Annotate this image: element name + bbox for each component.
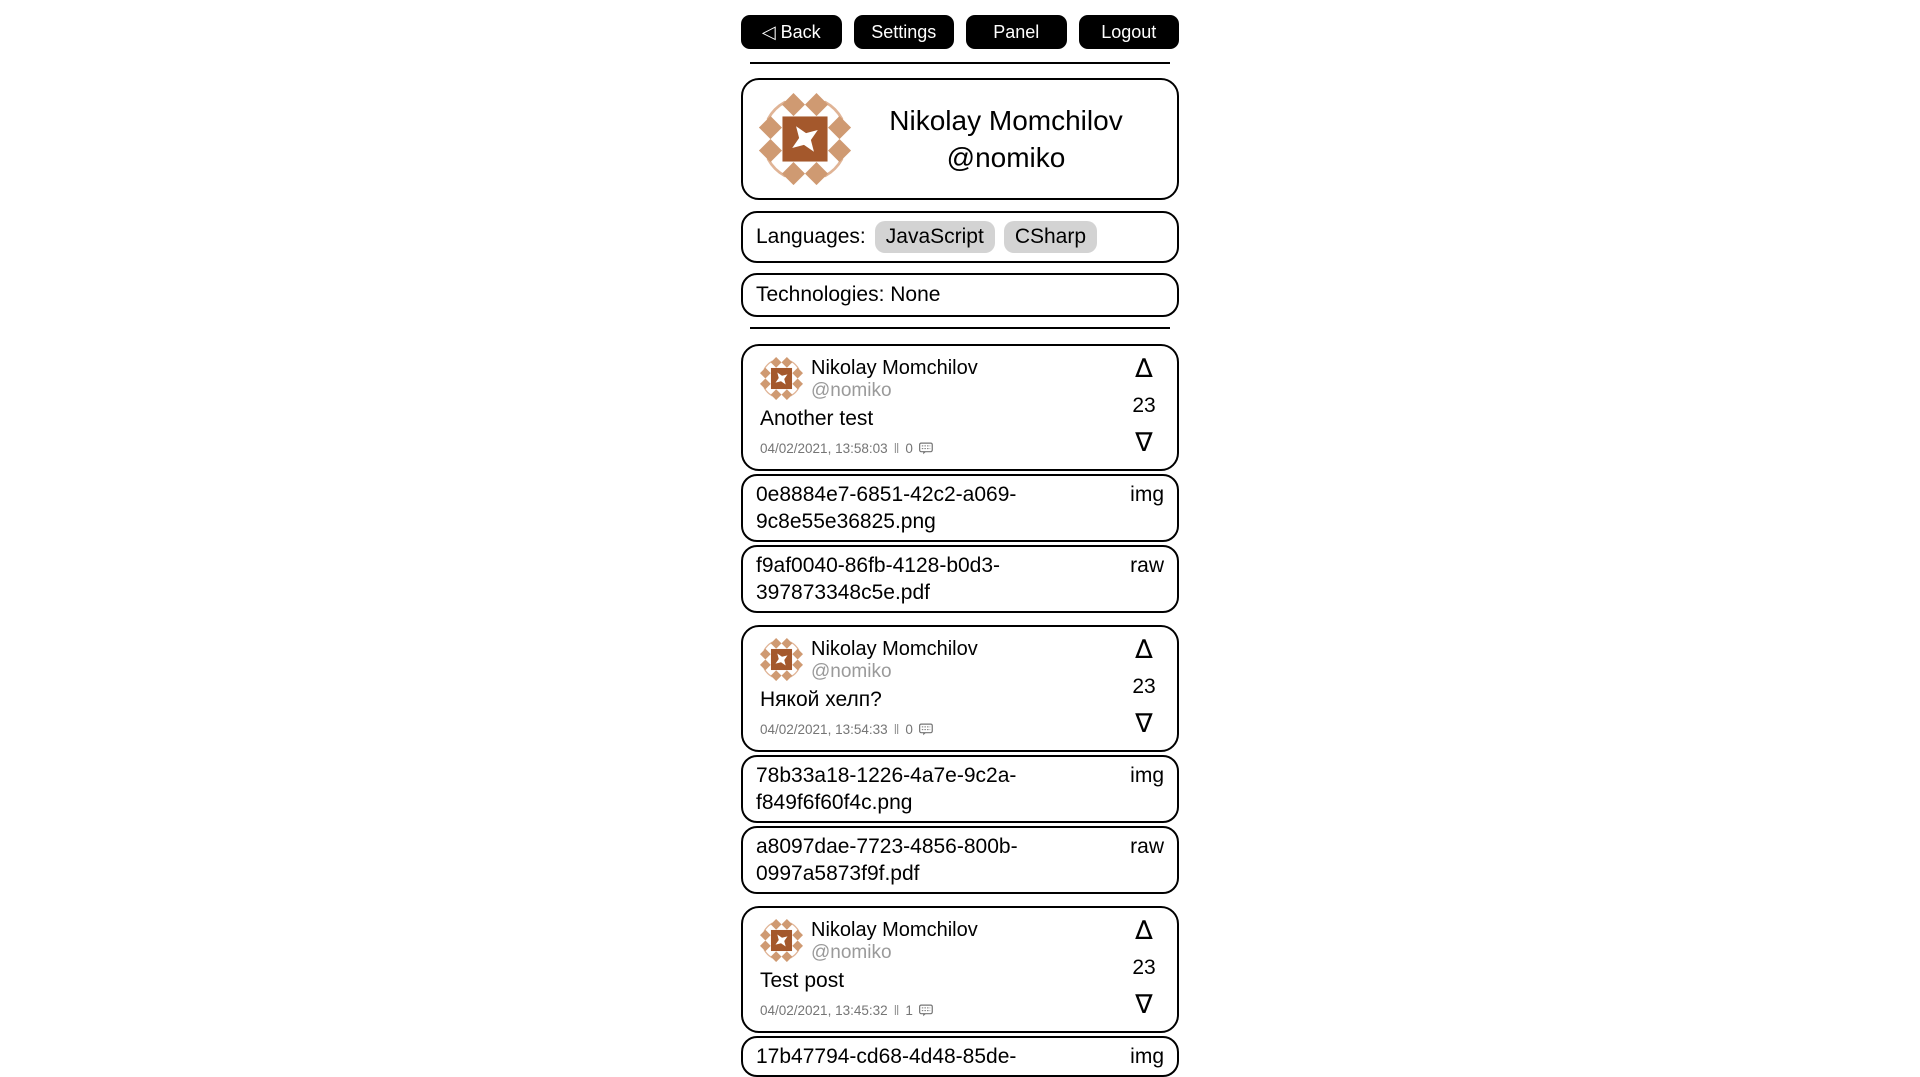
attachment-row[interactable] [741, 826, 1179, 894]
post-avatar-identicon [760, 919, 803, 962]
upvote-button[interactable]: ∆ [1135, 916, 1153, 946]
attachment-filename: 0e8884e7-6851-42c2-a069-9c8e55e36825.png [756, 483, 1017, 533]
page-content [741, 0, 1179, 1077]
language-badge-csharp: CSharp [1004, 221, 1097, 253]
comment-bubble-icon [919, 442, 933, 455]
toolbar [741, 15, 1179, 49]
panel-button[interactable]: Panel [966, 15, 1067, 49]
attachment-row[interactable] [741, 755, 1179, 823]
attachment-filename: 78b33a18-1226-4a7e-9c2a-f849f6f60f4c.png [756, 764, 1017, 814]
back-button[interactable]: ◁ Back [741, 15, 842, 49]
post-header [760, 635, 1160, 682]
post-group [741, 906, 1179, 1077]
attachment-filename: a8097dae-7723-4856-800b-0997a5873f9f.pdf [756, 835, 1018, 885]
post-meta [760, 1002, 1160, 1018]
post-meta [760, 440, 1160, 456]
post-card[interactable] [741, 625, 1179, 752]
post-author-name: Nikolay Momchilov [811, 357, 978, 379]
downvote-button[interactable]: ∇ [1135, 709, 1153, 739]
post-meta [760, 721, 1160, 737]
attachment-type: img [1130, 483, 1164, 506]
attachment-type: img [1130, 1045, 1164, 1068]
attachment-filename: 17b47794-cd68-4d48-85de- [756, 1045, 1017, 1068]
divider-top [750, 62, 1170, 64]
post-card[interactable] [741, 344, 1179, 471]
post-header [760, 354, 1160, 401]
attachment-type: raw [1130, 554, 1164, 577]
comment-bubble-icon [919, 1004, 933, 1017]
meta-separator: ‖ [893, 721, 900, 737]
post-title: Another test [760, 407, 874, 430]
language-badge-javascript: JavaScript [875, 221, 995, 253]
technologies-text: Technologies: None [756, 283, 941, 306]
post-comment-count: 0 [905, 440, 913, 456]
upvote-button[interactable]: ∆ [1135, 354, 1153, 384]
attachment-row[interactable] [741, 474, 1179, 542]
post-author-name: Nikolay Momchilov [811, 638, 978, 660]
post-author-block [811, 919, 978, 963]
post-group [741, 344, 1179, 613]
post-author-handle: @nomiko [811, 380, 892, 401]
post-avatar-identicon [760, 357, 803, 400]
vote-column [1130, 918, 1158, 1018]
post-author-name: Nikolay Momchilov [811, 919, 978, 941]
downvote-button[interactable]: ∇ [1135, 428, 1153, 458]
post-date: 04/02/2021, 13:58:03 [760, 440, 888, 456]
comment-bubble-icon [919, 723, 933, 736]
vote-score: 23 [1132, 675, 1156, 698]
vote-column [1130, 356, 1158, 456]
attachment-row[interactable] [741, 545, 1179, 613]
logout-button[interactable]: Logout [1079, 15, 1180, 49]
post-author-handle: @nomiko [811, 942, 892, 963]
post-author-block [811, 357, 978, 401]
meta-separator: ‖ [893, 440, 900, 456]
post-avatar-identicon [760, 638, 803, 681]
vote-score: 23 [1132, 956, 1156, 979]
post-header [760, 916, 1160, 963]
post-title: Test post [760, 969, 845, 992]
post-author-handle: @nomiko [811, 661, 892, 682]
post-date: 04/02/2021, 13:45:32 [760, 1002, 888, 1018]
attachment-type: raw [1130, 835, 1164, 858]
attachment-row[interactable] [741, 1036, 1179, 1077]
post-title: Някой хелп? [760, 688, 882, 711]
post-comment-count: 1 [905, 1002, 913, 1018]
languages-card [741, 211, 1179, 263]
post-author-block [811, 638, 978, 682]
post-card[interactable] [741, 906, 1179, 1033]
divider-posts [750, 327, 1170, 329]
profile-names [851, 102, 1161, 176]
meta-separator: ‖ [893, 1002, 900, 1018]
downvote-button[interactable]: ∇ [1135, 990, 1153, 1020]
languages-label: Languages: [756, 225, 866, 248]
attachment-filename: f9af0040-86fb-4128-b0d3-397873348c5e.pdf [756, 554, 1001, 604]
attachment-type: img [1130, 764, 1164, 787]
post-group [741, 625, 1179, 894]
profile-avatar-identicon [759, 93, 851, 185]
profile-card [741, 78, 1179, 200]
profile-name: Nikolay Momchilov [889, 105, 1123, 136]
technologies-card [741, 273, 1179, 317]
upvote-button[interactable]: ∆ [1135, 635, 1153, 665]
vote-column [1130, 637, 1158, 737]
settings-button[interactable]: Settings [854, 15, 955, 49]
profile-handle: @nomiko [946, 142, 1066, 173]
post-date: 04/02/2021, 13:54:33 [760, 721, 888, 737]
vote-score: 23 [1132, 394, 1156, 417]
post-comment-count: 0 [905, 721, 913, 737]
